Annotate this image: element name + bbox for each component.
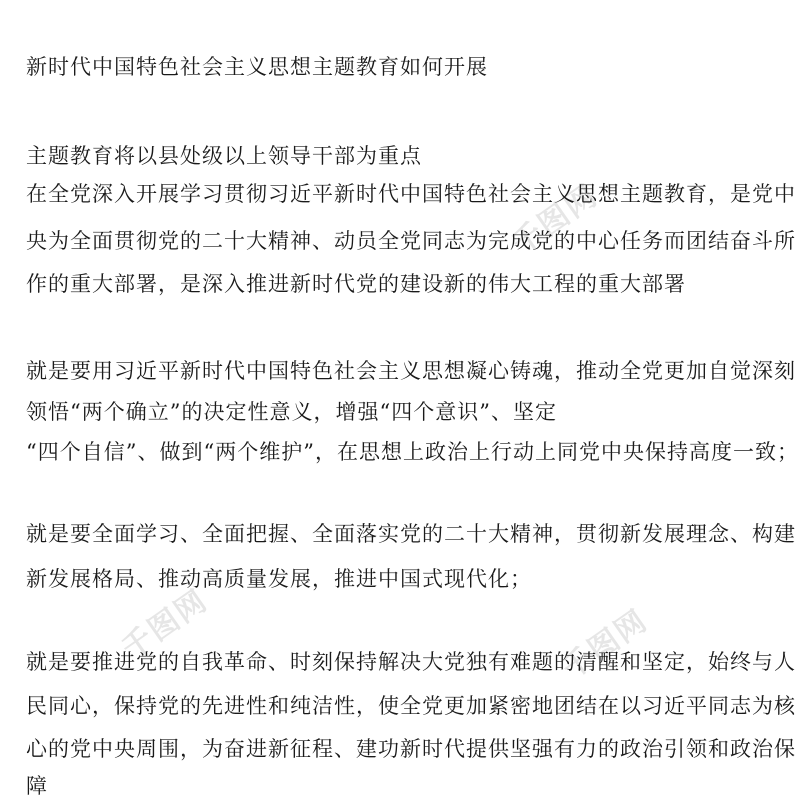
watermark-text: 千图网 [505,178,605,262]
paragraph-line: 民同心，保持党的先进性和纯洁性，使全党更加紧密地团结在以习近平同志为核 [26,694,796,718]
paragraph-line: 在全党深入开展学习贯彻习近平新时代中国特色社会主义思想主题教育，是党中 [26,182,796,206]
paragraph-line: 就是要推进党的自我革命、时刻保持解决大党独有难题的清醒和坚定，始终与人 [26,650,796,674]
paragraph-line: 领悟“两个确立”的决定性意义，增强“四个意识”、坚定 [26,400,557,424]
document-subtitle: 主题教育将以县处级以上领导干部为重点 [26,144,422,168]
paragraph-line: “四个自信”、做到“两个维护”，在思想上政治上行动上同党中央保持高度一致； [26,440,799,464]
paragraph-line: 就是要全面学习、全面把握、全面落实党的二十大精神，贯彻新发展理念、构建 [26,522,796,546]
paragraph-line: 央为全面贯彻党的二十大精神、动员全党同志为完成党的中心任务而团结奋斗所 [26,229,796,253]
paragraph-line: 就是要用习近平新时代中国特色社会主义思想凝心铸魂，推动全党更加自觉深刻 [26,359,796,383]
watermark-text: 千图网 [555,603,655,687]
document-title: 新时代中国特色社会主义思想主题教育如何开展 [26,55,488,79]
watermark-text: 千图网 [115,583,215,667]
paragraph-line: 障 [26,774,48,798]
paragraph-line: 新发展格局、推动高质量发展，推进中国式现代化； [26,567,532,591]
paragraph-line: 心的党中央周围，为奋进新征程、建功新时代提供坚强有力的政治引领和政治保 [26,737,796,761]
paragraph-line: 作的重大部署，是深入推进新时代党的建设新的伟大工程的重大部署 [26,272,686,296]
